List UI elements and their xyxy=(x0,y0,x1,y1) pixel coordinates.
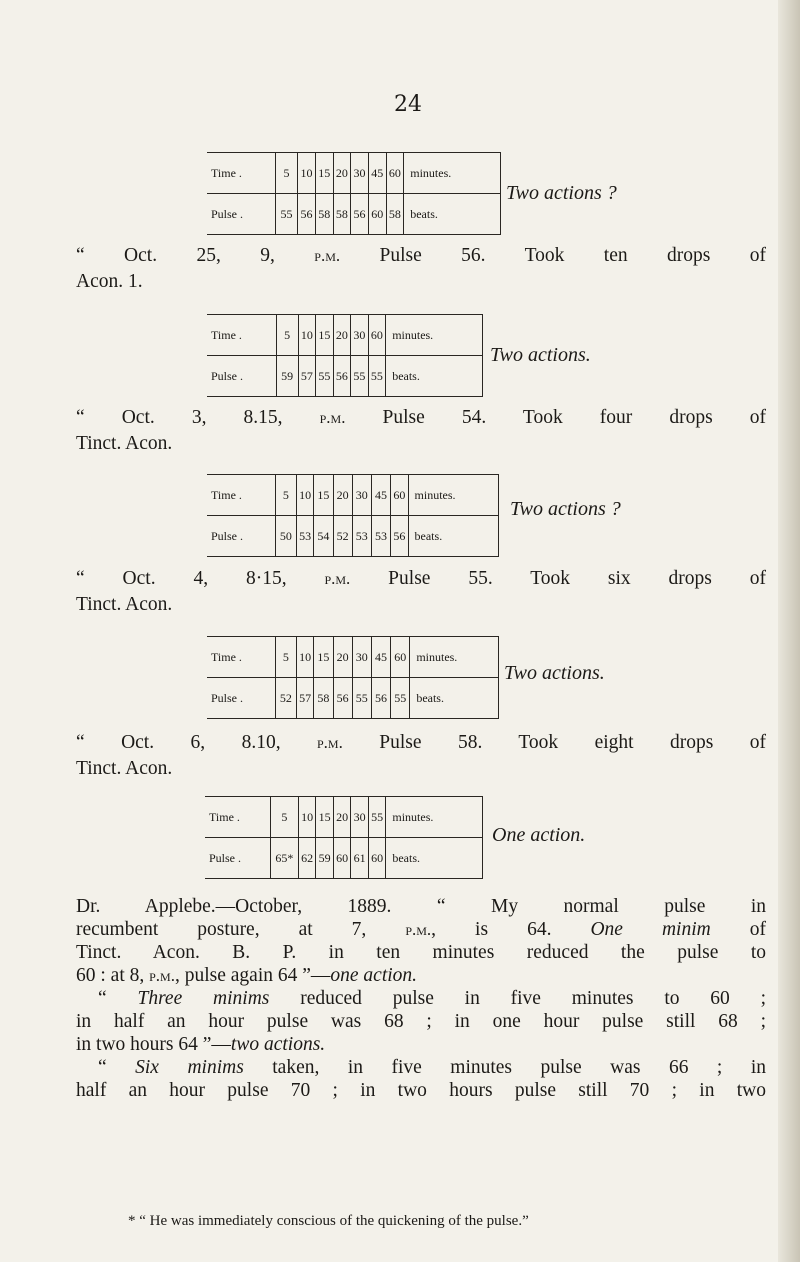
time-label: Time . xyxy=(205,797,270,838)
time-cell: 15 xyxy=(314,637,333,678)
time-cell: 10 xyxy=(298,153,316,194)
pulse-cell: 53 xyxy=(371,516,390,557)
time-cell: 60 xyxy=(391,637,410,678)
pulse-cell: 56 xyxy=(391,516,408,557)
time-cell: 5 xyxy=(270,797,298,838)
pulse-cell: 59 xyxy=(316,838,334,879)
time-cell: 30 xyxy=(351,153,369,194)
pulse-cell: 54 xyxy=(314,516,333,557)
time-cell: 20 xyxy=(333,315,351,356)
entry-paragraph: “ Oct. 25, 9, p.m. Pulse 56. Took ten drops of Acon. 1. xyxy=(76,245,766,292)
pulse-cell: 55 xyxy=(368,356,386,397)
pulse-label: Pulse . xyxy=(209,850,242,865)
time-cell: 15 xyxy=(315,153,333,194)
pulse-table-2 xyxy=(207,314,483,397)
pulse-cell: 53 xyxy=(296,516,313,557)
pulse-unit: beats. xyxy=(386,838,483,879)
time-cell: 10 xyxy=(298,797,316,838)
time-cell: 30 xyxy=(351,797,369,838)
time-cell: 20 xyxy=(333,475,352,516)
pulse-cell: 56 xyxy=(333,356,351,397)
pulse-cell: 57 xyxy=(298,356,316,397)
pulse-cell: 62 xyxy=(298,838,316,879)
time-cell: 30 xyxy=(351,315,369,356)
page-number: 24 xyxy=(394,92,422,117)
time-cell: 60 xyxy=(386,153,404,194)
time-cell: 5 xyxy=(276,315,298,356)
pulse-cell: 56 xyxy=(351,194,369,235)
time-unit: minutes. xyxy=(386,315,483,356)
time-cell: 15 xyxy=(314,475,333,516)
time-unit: minutes. xyxy=(386,797,483,838)
pulse-cell: 59 xyxy=(276,356,298,397)
time-unit: minutes. xyxy=(408,475,499,516)
time-label: Time . xyxy=(207,153,275,194)
time-cell: 45 xyxy=(371,637,390,678)
table-note: One action. xyxy=(492,824,586,846)
footnote: * “ He was immediately conscious of the quickening of the pulse.” xyxy=(128,1213,529,1229)
pulse-cell: 56 xyxy=(371,678,390,719)
time-cell: 10 xyxy=(298,315,316,356)
time-label: Time . xyxy=(207,315,276,356)
pulse-cell: 60 xyxy=(368,838,386,879)
entry-paragraph: “ Oct. 3, 8.15, p.m. Pulse 54. Took four drops of Tinct. Acon. xyxy=(76,407,766,454)
table-note: Two actions ? xyxy=(510,498,621,520)
time-cell: 15 xyxy=(316,797,334,838)
pulse-table-1 xyxy=(207,152,501,235)
pulse-cell: 55 xyxy=(391,678,410,719)
time-cell: 20 xyxy=(333,637,352,678)
time-cell: 30 xyxy=(352,475,371,516)
time-cell: 55 xyxy=(368,797,386,838)
body-paragraph: Dr. Applebe.—October, 1889. “ My normal pulse in recumbent posture, at 7, p.m., is 64. One minim of Tinct. Acon. B. P. in ten minutes reduced the pulse to 60 : at 8, p.m., pulse again 64 ”—one action. “ Three minims reduced pulse in five minutes to 60 ; in half an hour pulse was 68 ; in one hour pulse still 68 ; in two hours 64 ”—two actions. “ Six minims taken, in five minutes pulse was 66 ; in half an hour pulse 70 ; in two hours pulse still 70 ; in two xyxy=(76,896,767,1101)
pulse-cell: 58 xyxy=(386,194,404,235)
time-cell: 5 xyxy=(275,637,296,678)
pulse-label: Pulse . xyxy=(211,206,244,221)
pulse-unit: beats. xyxy=(386,356,483,397)
pulse-cell: 56 xyxy=(298,194,316,235)
time-unit: minutes. xyxy=(404,153,501,194)
time-cell: 15 xyxy=(316,315,334,356)
entry-paragraph: “ Oct. 4, 8·15, p.m. Pulse 55. Took six drops of Tinct. Acon. xyxy=(76,568,766,615)
pulse-cell: 56 xyxy=(333,678,352,719)
time-cell: 20 xyxy=(333,797,351,838)
pulse-cell: 52 xyxy=(333,516,352,557)
pulse-cell: 58 xyxy=(315,194,333,235)
time-cell: 60 xyxy=(391,475,408,516)
pulse-cell: 58 xyxy=(314,678,333,719)
table-note: Two actions. xyxy=(504,662,605,684)
pulse-cell: 55 xyxy=(352,678,371,719)
pulse-cell: 57 xyxy=(296,678,313,719)
pulse-label: Pulse . xyxy=(211,690,244,705)
pulse-cell: 55 xyxy=(316,356,334,397)
time-cell: 10 xyxy=(296,475,313,516)
time-unit: minutes. xyxy=(410,637,499,678)
pulse-cell: 60 xyxy=(368,194,386,235)
time-cell: 10 xyxy=(296,637,313,678)
time-cell: 5 xyxy=(275,153,297,194)
time-cell: 30 xyxy=(352,637,371,678)
pulse-cell: 65* xyxy=(270,838,298,879)
time-label: Time . xyxy=(207,637,275,678)
table-note: Two actions ? xyxy=(506,182,617,204)
time-cell: 45 xyxy=(371,475,390,516)
pulse-unit: beats. xyxy=(410,678,499,719)
pulse-cell: 61 xyxy=(351,838,369,879)
pulse-table-3 xyxy=(207,474,499,557)
pulse-cell: 50 xyxy=(275,516,296,557)
time-cell: 20 xyxy=(333,153,351,194)
time-cell: 5 xyxy=(275,475,296,516)
pulse-label: Pulse . xyxy=(211,528,244,543)
time-cell: 45 xyxy=(368,153,386,194)
time-label: Time . xyxy=(207,475,275,516)
pulse-cell: 60 xyxy=(333,838,351,879)
pulse-unit: beats. xyxy=(404,194,501,235)
pulse-cell: 53 xyxy=(352,516,371,557)
time-cell: 60 xyxy=(368,315,386,356)
pulse-cell: 58 xyxy=(333,194,351,235)
pulse-label: Pulse . xyxy=(211,368,244,383)
pulse-table-4 xyxy=(207,636,499,719)
page-edge xyxy=(778,0,800,1262)
pulse-cell: 55 xyxy=(351,356,369,397)
pulse-unit: beats. xyxy=(408,516,499,557)
pulse-table-5 xyxy=(205,796,483,879)
table-note: Two actions. xyxy=(490,344,591,366)
entry-paragraph: “ Oct. 6, 8.10, p.m. Pulse 58. Took eight drops of Tinct. Acon. xyxy=(76,732,767,779)
pulse-cell: 52 xyxy=(275,678,296,719)
pulse-cell: 55 xyxy=(275,194,297,235)
